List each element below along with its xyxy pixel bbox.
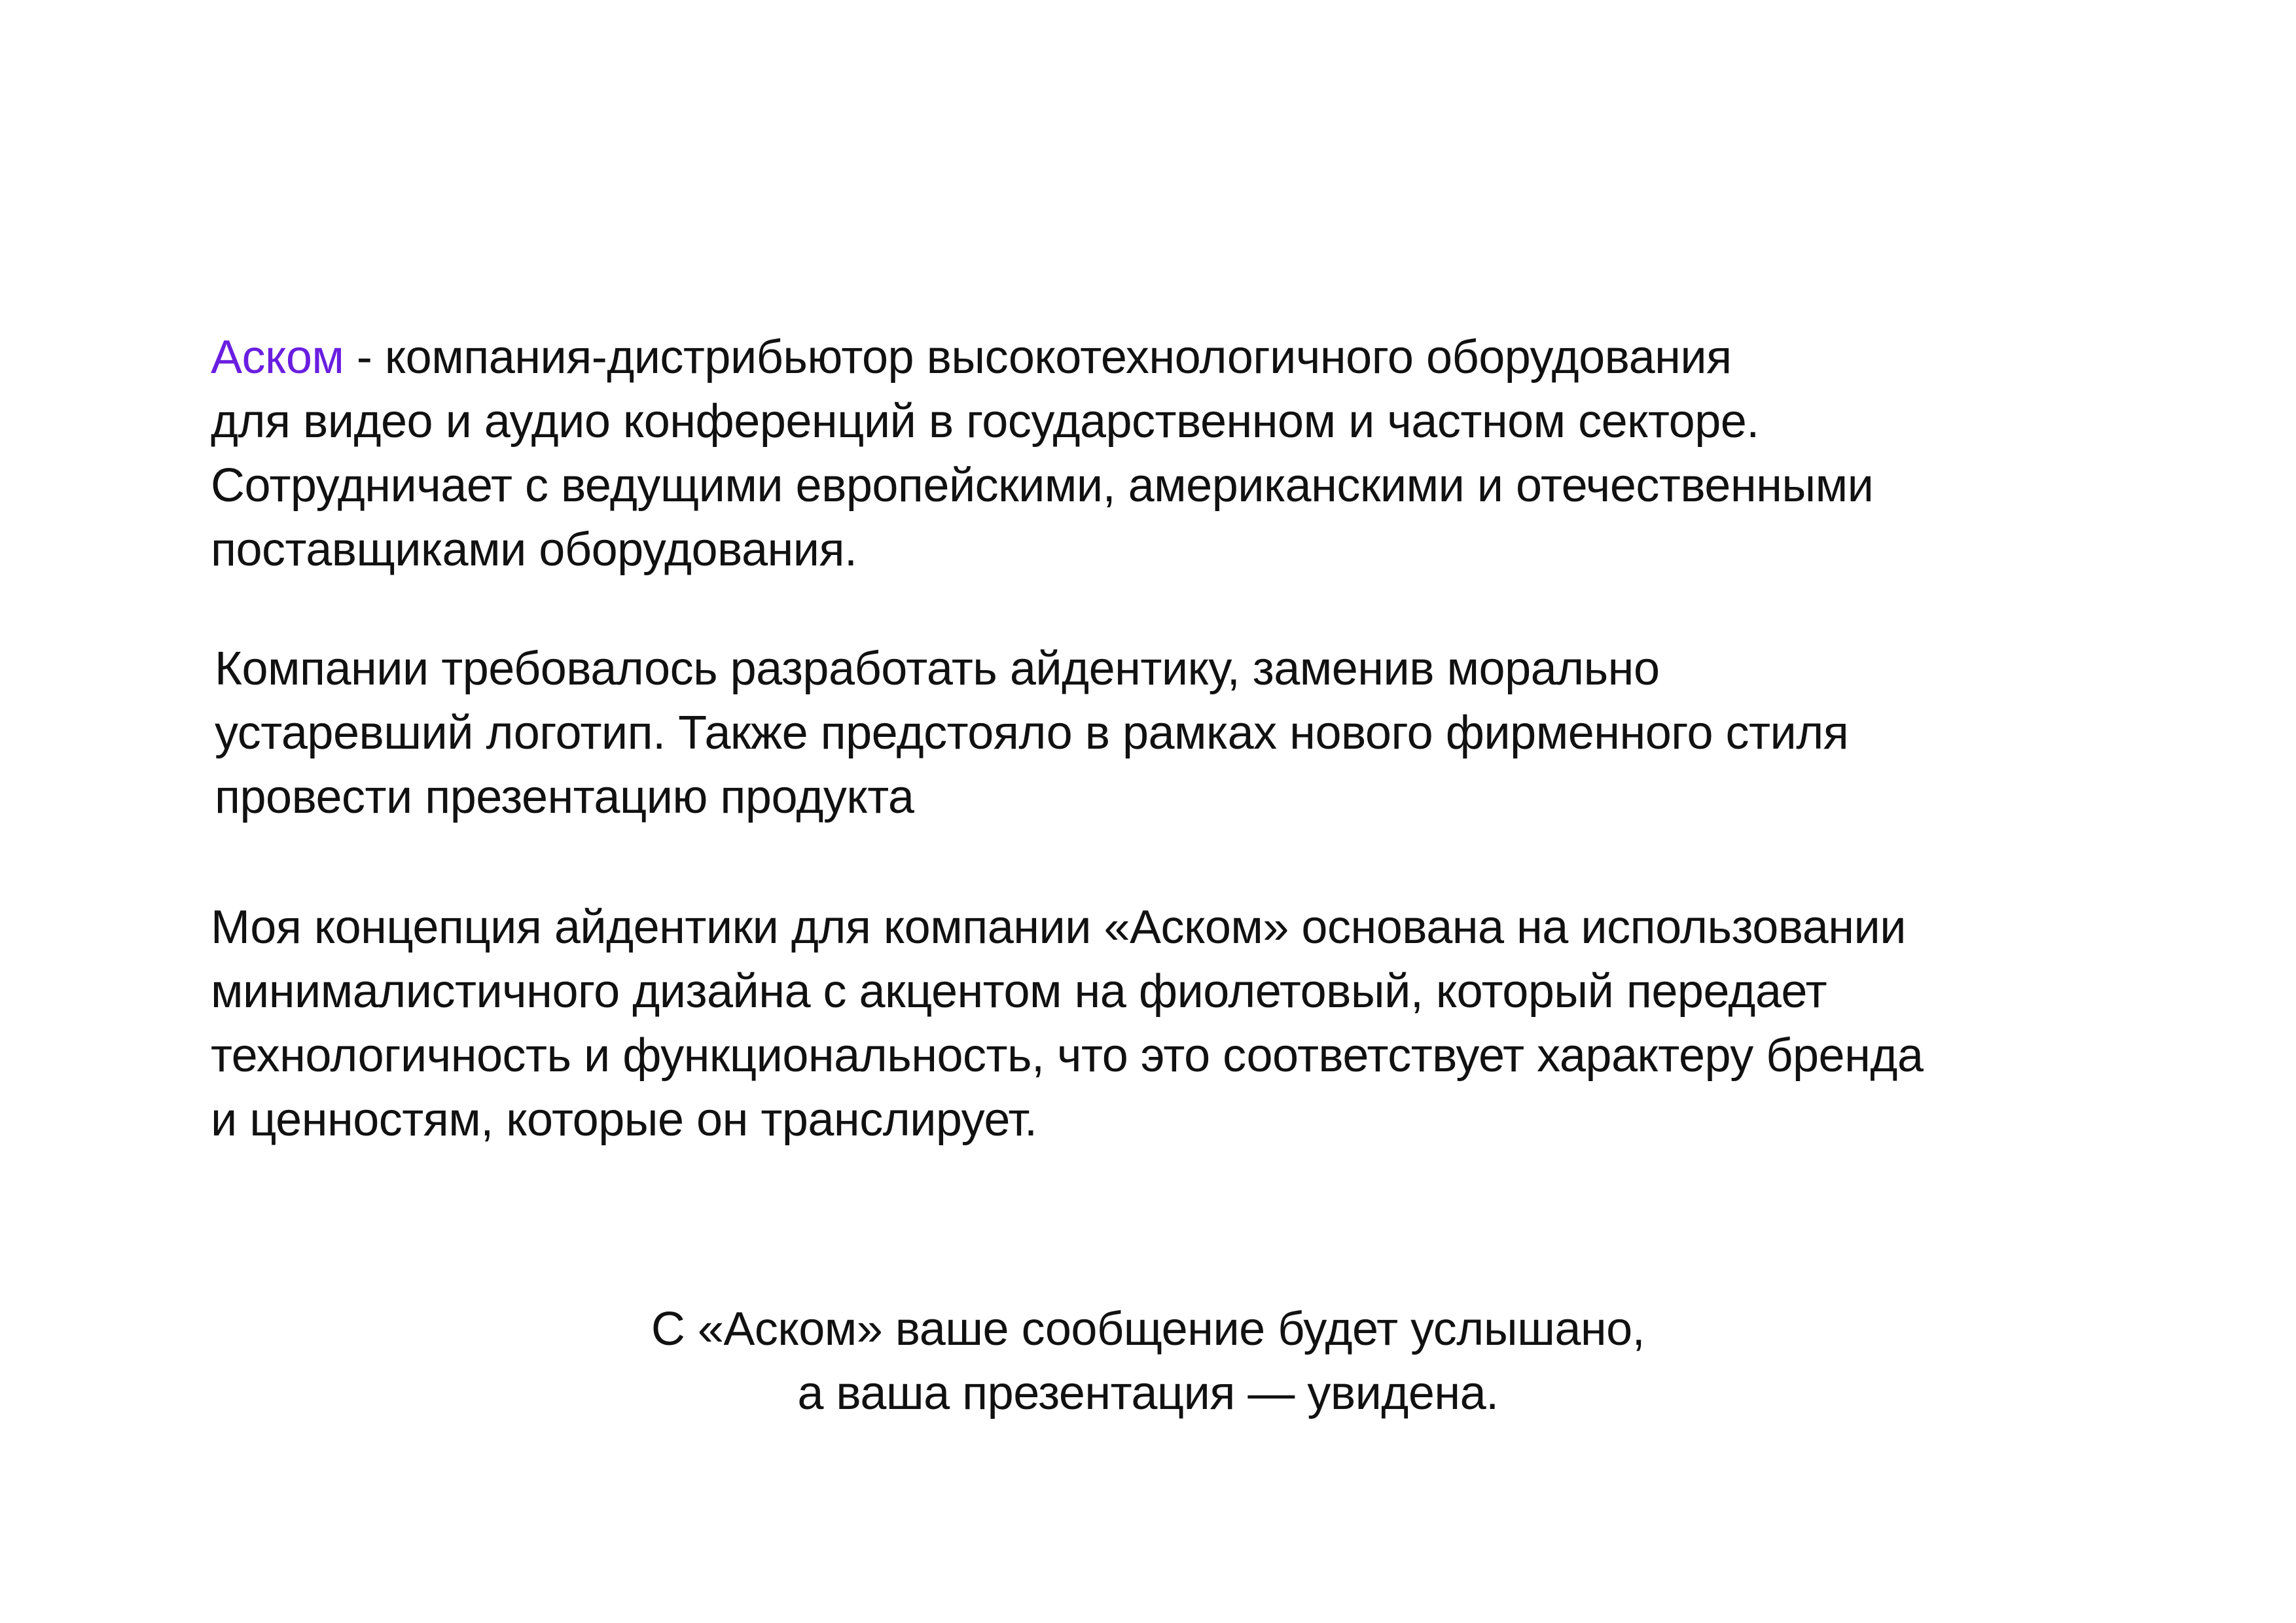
intro-line-1: [211, 325, 1873, 389]
intro-line-2: для видео и аудио конференций в государственном и частном секторе.: [211, 395, 1759, 448]
task-line-1: Компании требовалось разработать айдентику, заменив морально: [215, 643, 1660, 695]
intro-line-3: Сотрудничает с ведущими европейскими, американскими и отечественными: [211, 459, 1874, 512]
intro-line-4: поставщиками оборудования.: [211, 524, 857, 576]
concept-line-3: технологичность и функциональность, что это соответствует характеру бренда: [211, 1029, 1924, 1082]
task-line-2: устаревший логотип. Также предстояло в рамках нового фирменного стиля: [215, 707, 1849, 759]
concept-line-1: Моя концепция айдентики для компании «Аском» основана на использовании: [211, 901, 1906, 954]
concept-line-4: и ценностям, которые он транслирует.: [211, 1094, 1037, 1146]
task-paragraph: [215, 637, 1848, 829]
task-line-3: провести презентацию продукта: [215, 771, 914, 823]
slogan-line-1: С «Аском» ваше сообщение будет услышано,: [651, 1303, 1645, 1355]
intro-paragraph: [211, 325, 1873, 582]
brand-name: Аском: [211, 331, 344, 383]
concept-line-2: минималистичного дизайна с акцентом на фиолетовый, который передает: [211, 965, 1827, 1018]
concept-paragraph: [211, 895, 1923, 1152]
slogan: [0, 1297, 2296, 1425]
intro-line-1-text: - компания-дистрибьютор высокотехнологичного оборудования: [344, 331, 1732, 383]
slogan-line-2: а ваша презентация — увидена.: [797, 1367, 1499, 1419]
